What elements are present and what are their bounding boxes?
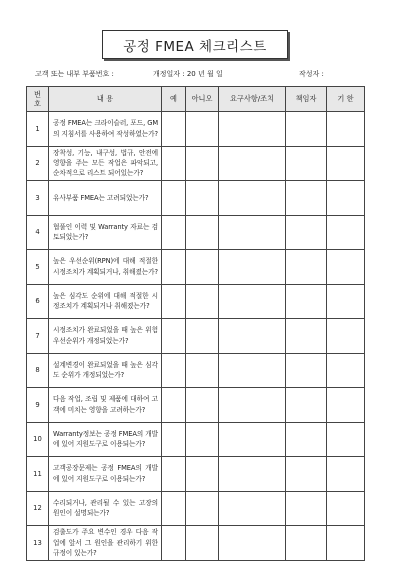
table-row [27, 319, 365, 354]
header-deadline: 기 한 [327, 87, 365, 112]
deadline-cell[interactable] [327, 250, 365, 285]
requirement-cell[interactable] [219, 491, 286, 526]
customer-part-number-label: 고객 또는 내부 부품번호 : [35, 70, 114, 78]
yes-cell[interactable] [162, 422, 186, 457]
no-cell[interactable] [186, 319, 219, 354]
owner-cell[interactable] [286, 284, 327, 319]
revision-date-label: 개정일자 : 20 년 월 일 [153, 70, 223, 78]
row-number: 13 [27, 526, 49, 561]
owner-cell[interactable] [286, 457, 327, 492]
requirement-cell[interactable] [219, 181, 286, 216]
yes-cell[interactable] [162, 457, 186, 492]
deadline-cell[interactable] [327, 457, 365, 492]
header-owner: 책임자 [286, 87, 327, 112]
yes-cell[interactable] [162, 284, 186, 319]
owner-cell[interactable] [286, 422, 327, 457]
checklist-table [26, 86, 365, 561]
row-question: 설계변경이 완료되었을 때 높은 심각도 순위가 개정되었는가? [49, 353, 162, 388]
row-question: Warranty정보는 공정 FMEA의 개발에 있어 지원도구로 이용되는가? [49, 422, 162, 457]
requirement-cell[interactable] [219, 457, 286, 492]
yes-cell[interactable] [162, 146, 186, 181]
yes-cell[interactable] [162, 181, 186, 216]
requirement-cell[interactable] [219, 353, 286, 388]
row-question: 협풀인 이력 및 Warranty 자료는 검토되었는가? [49, 215, 162, 250]
table-row [27, 422, 365, 457]
table-row [27, 181, 365, 216]
row-number: 3 [27, 181, 49, 216]
yes-cell[interactable] [162, 491, 186, 526]
table-row [27, 146, 365, 181]
row-number: 11 [27, 457, 49, 492]
yes-cell[interactable] [162, 388, 186, 423]
row-number: 10 [27, 422, 49, 457]
deadline-cell[interactable] [327, 181, 365, 216]
owner-cell[interactable] [286, 146, 327, 181]
no-cell[interactable] [186, 457, 219, 492]
table-row [27, 388, 365, 423]
row-number: 5 [27, 250, 49, 285]
deadline-cell[interactable] [327, 353, 365, 388]
deadline-cell[interactable] [327, 526, 365, 561]
owner-cell[interactable] [286, 181, 327, 216]
document-title: 공정 FMEA 체크리스트 [102, 30, 288, 59]
requirement-cell[interactable] [219, 250, 286, 285]
yes-cell[interactable] [162, 112, 186, 147]
owner-cell[interactable] [286, 112, 327, 147]
no-cell[interactable] [186, 526, 219, 561]
row-number: 8 [27, 353, 49, 388]
deadline-cell[interactable] [327, 422, 365, 457]
row-question: 시정조치가 완료되었을 때 높은 위험우선순위가 개정되었는가? [49, 319, 162, 354]
table-row [27, 250, 365, 285]
requirement-cell[interactable] [219, 146, 286, 181]
row-question: 장착성, 기능, 내구성, 법규, 안전에 영향을 주는 모든 작업은 파악되고, 순차적으로 리스트 되어있는가? [49, 146, 162, 181]
no-cell[interactable] [186, 250, 219, 285]
requirement-cell[interactable] [219, 422, 286, 457]
row-question: 수리되거나, 관리될 수 있는 고장의 원인이 설명되는가? [49, 491, 162, 526]
header-content: 내 용 [49, 87, 162, 112]
table-row [27, 353, 365, 388]
no-cell[interactable] [186, 422, 219, 457]
deadline-cell[interactable] [327, 284, 365, 319]
deadline-cell[interactable] [327, 491, 365, 526]
header-yes: 예 [162, 87, 186, 112]
requirement-cell[interactable] [219, 526, 286, 561]
yes-cell[interactable] [162, 215, 186, 250]
yes-cell[interactable] [162, 526, 186, 561]
yes-cell[interactable] [162, 250, 186, 285]
deadline-cell[interactable] [327, 112, 365, 147]
row-question: 높은 우선순위(RPN)에 대해 적절한 시정조치가 계획되거나, 취해졌는가? [49, 250, 162, 285]
owner-cell[interactable] [286, 319, 327, 354]
row-number: 7 [27, 319, 49, 354]
table-row [27, 215, 365, 250]
no-cell[interactable] [186, 215, 219, 250]
owner-cell[interactable] [286, 215, 327, 250]
requirement-cell[interactable] [219, 388, 286, 423]
yes-cell[interactable] [162, 353, 186, 388]
row-number: 6 [27, 284, 49, 319]
owner-cell[interactable] [286, 353, 327, 388]
row-number: 4 [27, 215, 49, 250]
no-cell[interactable] [186, 284, 219, 319]
table-row [27, 457, 365, 492]
author-label: 작성자 : [299, 70, 324, 78]
requirement-cell[interactable] [219, 319, 286, 354]
table-row [27, 526, 365, 561]
no-cell[interactable] [186, 146, 219, 181]
yes-cell[interactable] [162, 319, 186, 354]
owner-cell[interactable] [286, 526, 327, 561]
row-question: 높은 심각도 순위에 대해 적절한 시정조치가 계획되거나 취해졌는가? [49, 284, 162, 319]
deadline-cell[interactable] [327, 388, 365, 423]
header-num: 번호 [27, 87, 49, 112]
requirement-cell[interactable] [219, 112, 286, 147]
header-no: 아니오 [186, 87, 219, 112]
table-row [27, 112, 365, 147]
row-number: 9 [27, 388, 49, 423]
deadline-cell[interactable] [327, 319, 365, 354]
row-number: 12 [27, 491, 49, 526]
requirement-cell[interactable] [219, 215, 286, 250]
row-question: 공정 FMEA는 크라이슬러, 포드, GM의 지침서를 사용하여 작성하였는가? [49, 112, 162, 147]
no-cell[interactable] [186, 353, 219, 388]
owner-cell[interactable] [286, 250, 327, 285]
header-requirement: 요구사항/조치 [219, 87, 286, 112]
row-question: 검출도가 주요 변수인 경우 다음 작업에 앞서 그 원인을 관리하기 위한 규정이 있는가? [49, 526, 162, 561]
deadline-cell[interactable] [327, 146, 365, 181]
no-cell[interactable] [186, 112, 219, 147]
table-row [27, 284, 365, 319]
header-row [27, 87, 365, 112]
row-question: 다음 작업, 조립 및 제품에 대하여 고객에 미치는 영향을 고려하는가? [49, 388, 162, 423]
deadline-cell[interactable] [327, 215, 365, 250]
owner-cell[interactable] [286, 388, 327, 423]
no-cell[interactable] [186, 491, 219, 526]
row-number: 1 [27, 112, 49, 147]
no-cell[interactable] [186, 388, 219, 423]
row-question: 유사부품 FMEA는 고려되었는가? [49, 181, 162, 216]
requirement-cell[interactable] [219, 284, 286, 319]
owner-cell[interactable] [286, 491, 327, 526]
row-number: 2 [27, 146, 49, 181]
no-cell[interactable] [186, 181, 219, 216]
row-question: 고객공장문제는 공정 FMEA의 개발에 있어 지원도구로 이용되는가? [49, 457, 162, 492]
table-row [27, 491, 365, 526]
